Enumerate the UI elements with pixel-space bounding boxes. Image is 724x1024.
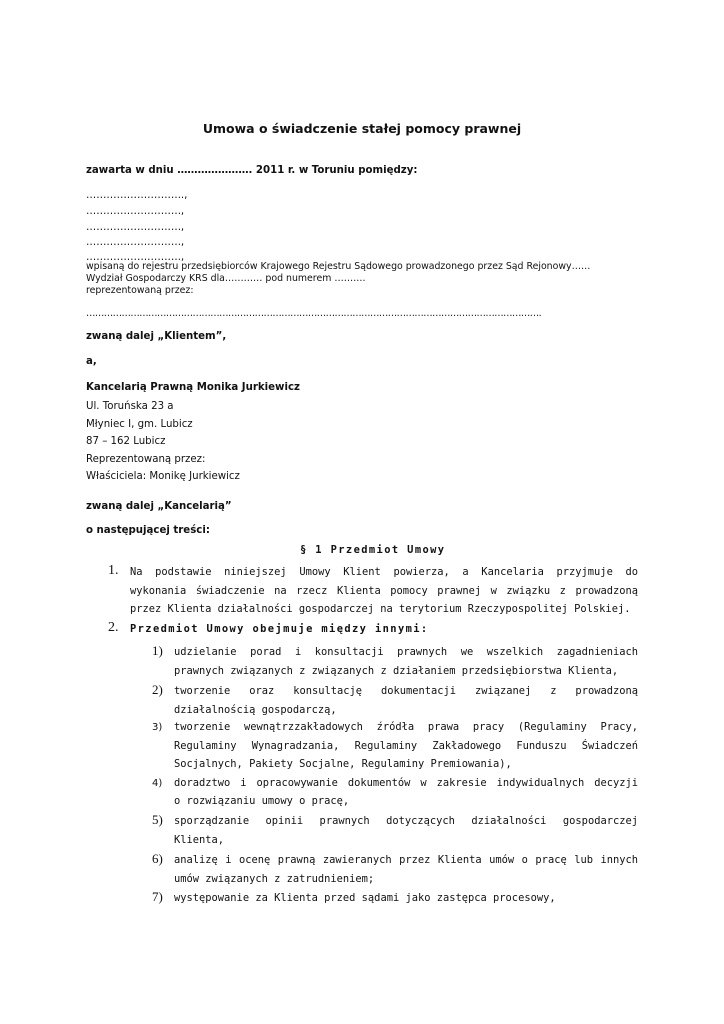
court-line: Wydział Gospodarczy KRS dla………… pod numerem ………. <box>86 273 366 284</box>
represented-by-label: reprezentowaną przez: <box>86 285 194 296</box>
party-blank-line-4: ………………………., <box>86 237 185 248</box>
intro-line: zawarta w dniu …………………. 2011 r. w Toruniu pomiędzy: <box>86 165 418 176</box>
subitem-4-line-1: doradztwo i opracowywanie dokumentów w zakresie indywidualnych decyzji <box>174 777 638 789</box>
point-2-text: Przedmiot Umowy obejmuje między innymi: <box>130 623 429 635</box>
subitem-4-number: 4) <box>152 778 163 789</box>
subitem-7-number: 7) <box>152 889 163 904</box>
firm-street: Ul. Toruńska 23 a <box>86 401 174 412</box>
firm-name: Kancelarią Prawną Monika Jurkiewicz <box>86 382 300 393</box>
point-1-number: 1. <box>108 563 119 578</box>
party-blank-line-5: ………………………., <box>86 252 185 263</box>
firm-postal: 87 – 162 Lubicz <box>86 436 166 447</box>
party-blank-line-2: ………………………., <box>86 206 185 217</box>
subitem-6-line-2: umów związanych z zatrudnieniem; <box>174 873 375 885</box>
subitem-3-number: 3) <box>152 722 163 733</box>
party-blank-line-3: ………………………., <box>86 222 185 233</box>
subitem-5-line-2: Klienta, <box>174 834 225 846</box>
subitem-3-line-1: tworzenie wewnątrzzakładowych źródła prawa pracy (Regulaminy Pracy, <box>174 721 638 733</box>
document-title: Umowa o świadczenie stałej pomocy prawnej <box>202 121 522 136</box>
subitem-6-line-1: analizę i ocenę prawną zawieranych przez Klienta umów o pracę lub innych <box>174 854 638 866</box>
following-content-label: o następującej treści: <box>86 525 210 536</box>
party-blank-line-1: ……………………….., <box>86 190 188 201</box>
subitem-3-line-3: Socjalnych, Pakiety Socjalne, Regulaminy Premiowania), <box>174 758 512 770</box>
firm-represented-label: Reprezentowaną przez: <box>86 454 206 465</box>
subitem-2-line-2: działalnością gospodarczą, <box>174 704 337 716</box>
section-heading: § 1 Przedmiot Umowy <box>300 544 446 556</box>
subitem-7-line-1: występowanie za Klienta przed sądami jako zastępca procesowy, <box>174 892 556 904</box>
point-1-line-1: Na podstawie niniejszej Umowy Klient powierza, a Kancelaria przyjmuje do <box>130 566 638 578</box>
subitem-4-line-2: o rozwiązaniu umowy o pracę, <box>174 795 350 807</box>
subitem-1-line-2: prawnych związanych z związanych z działaniem przedsiębiorstwa Klienta, <box>174 665 619 677</box>
subitem-3-line-2: Regulaminy Wynagradzania, Regulaminy Zakładowego Funduszu Świadczeń <box>174 740 638 752</box>
point-2-number: 2. <box>108 620 119 635</box>
point-1-line-2: wykonania świadczenie na rzecz Klienta pomocy prawnej w związku z prowadzoną <box>130 585 638 597</box>
registry-line: wpisaną do rejestru przedsiębiorców Krajowego Rejestru Sądowego prowadzonego przez Sąd Rejonowy…… <box>86 261 591 272</box>
firm-owner: Właściciela: Monikę Jurkiewicz <box>86 471 240 482</box>
subitem-1-number: 1) <box>152 643 163 658</box>
subitem-6-number: 6) <box>152 851 163 866</box>
subitem-1-line-1: udzielanie porad i konsultacji prawnych we wszelkich zagadnieniach <box>174 646 638 658</box>
point-1-line-3: przez Klienta działalności gospodarczej na terytorium Rzeczypospolitej Polskiej. <box>130 603 631 615</box>
subitem-2-number: 2) <box>152 682 163 697</box>
client-definition: zwaną dalej „Klientem”, <box>86 331 227 342</box>
firm-definition: zwaną dalej „Kancelarią” <box>86 501 232 512</box>
firm-town: Młyniec I, gm. Lubicz <box>86 419 193 430</box>
and-conjunction: a, <box>86 356 97 367</box>
subitem-2-line-1: tworzenie oraz konsultację dokumentacji związanej z prowadzoną <box>174 685 638 697</box>
subitem-5-line-1: sporządzanie opinii prawnych dotyczących działalności gospodarczej <box>174 815 638 827</box>
subitem-5-number: 5) <box>152 812 163 827</box>
signature-dots-line: ………………………………………………………………………………………………………………………………………. <box>86 308 542 319</box>
